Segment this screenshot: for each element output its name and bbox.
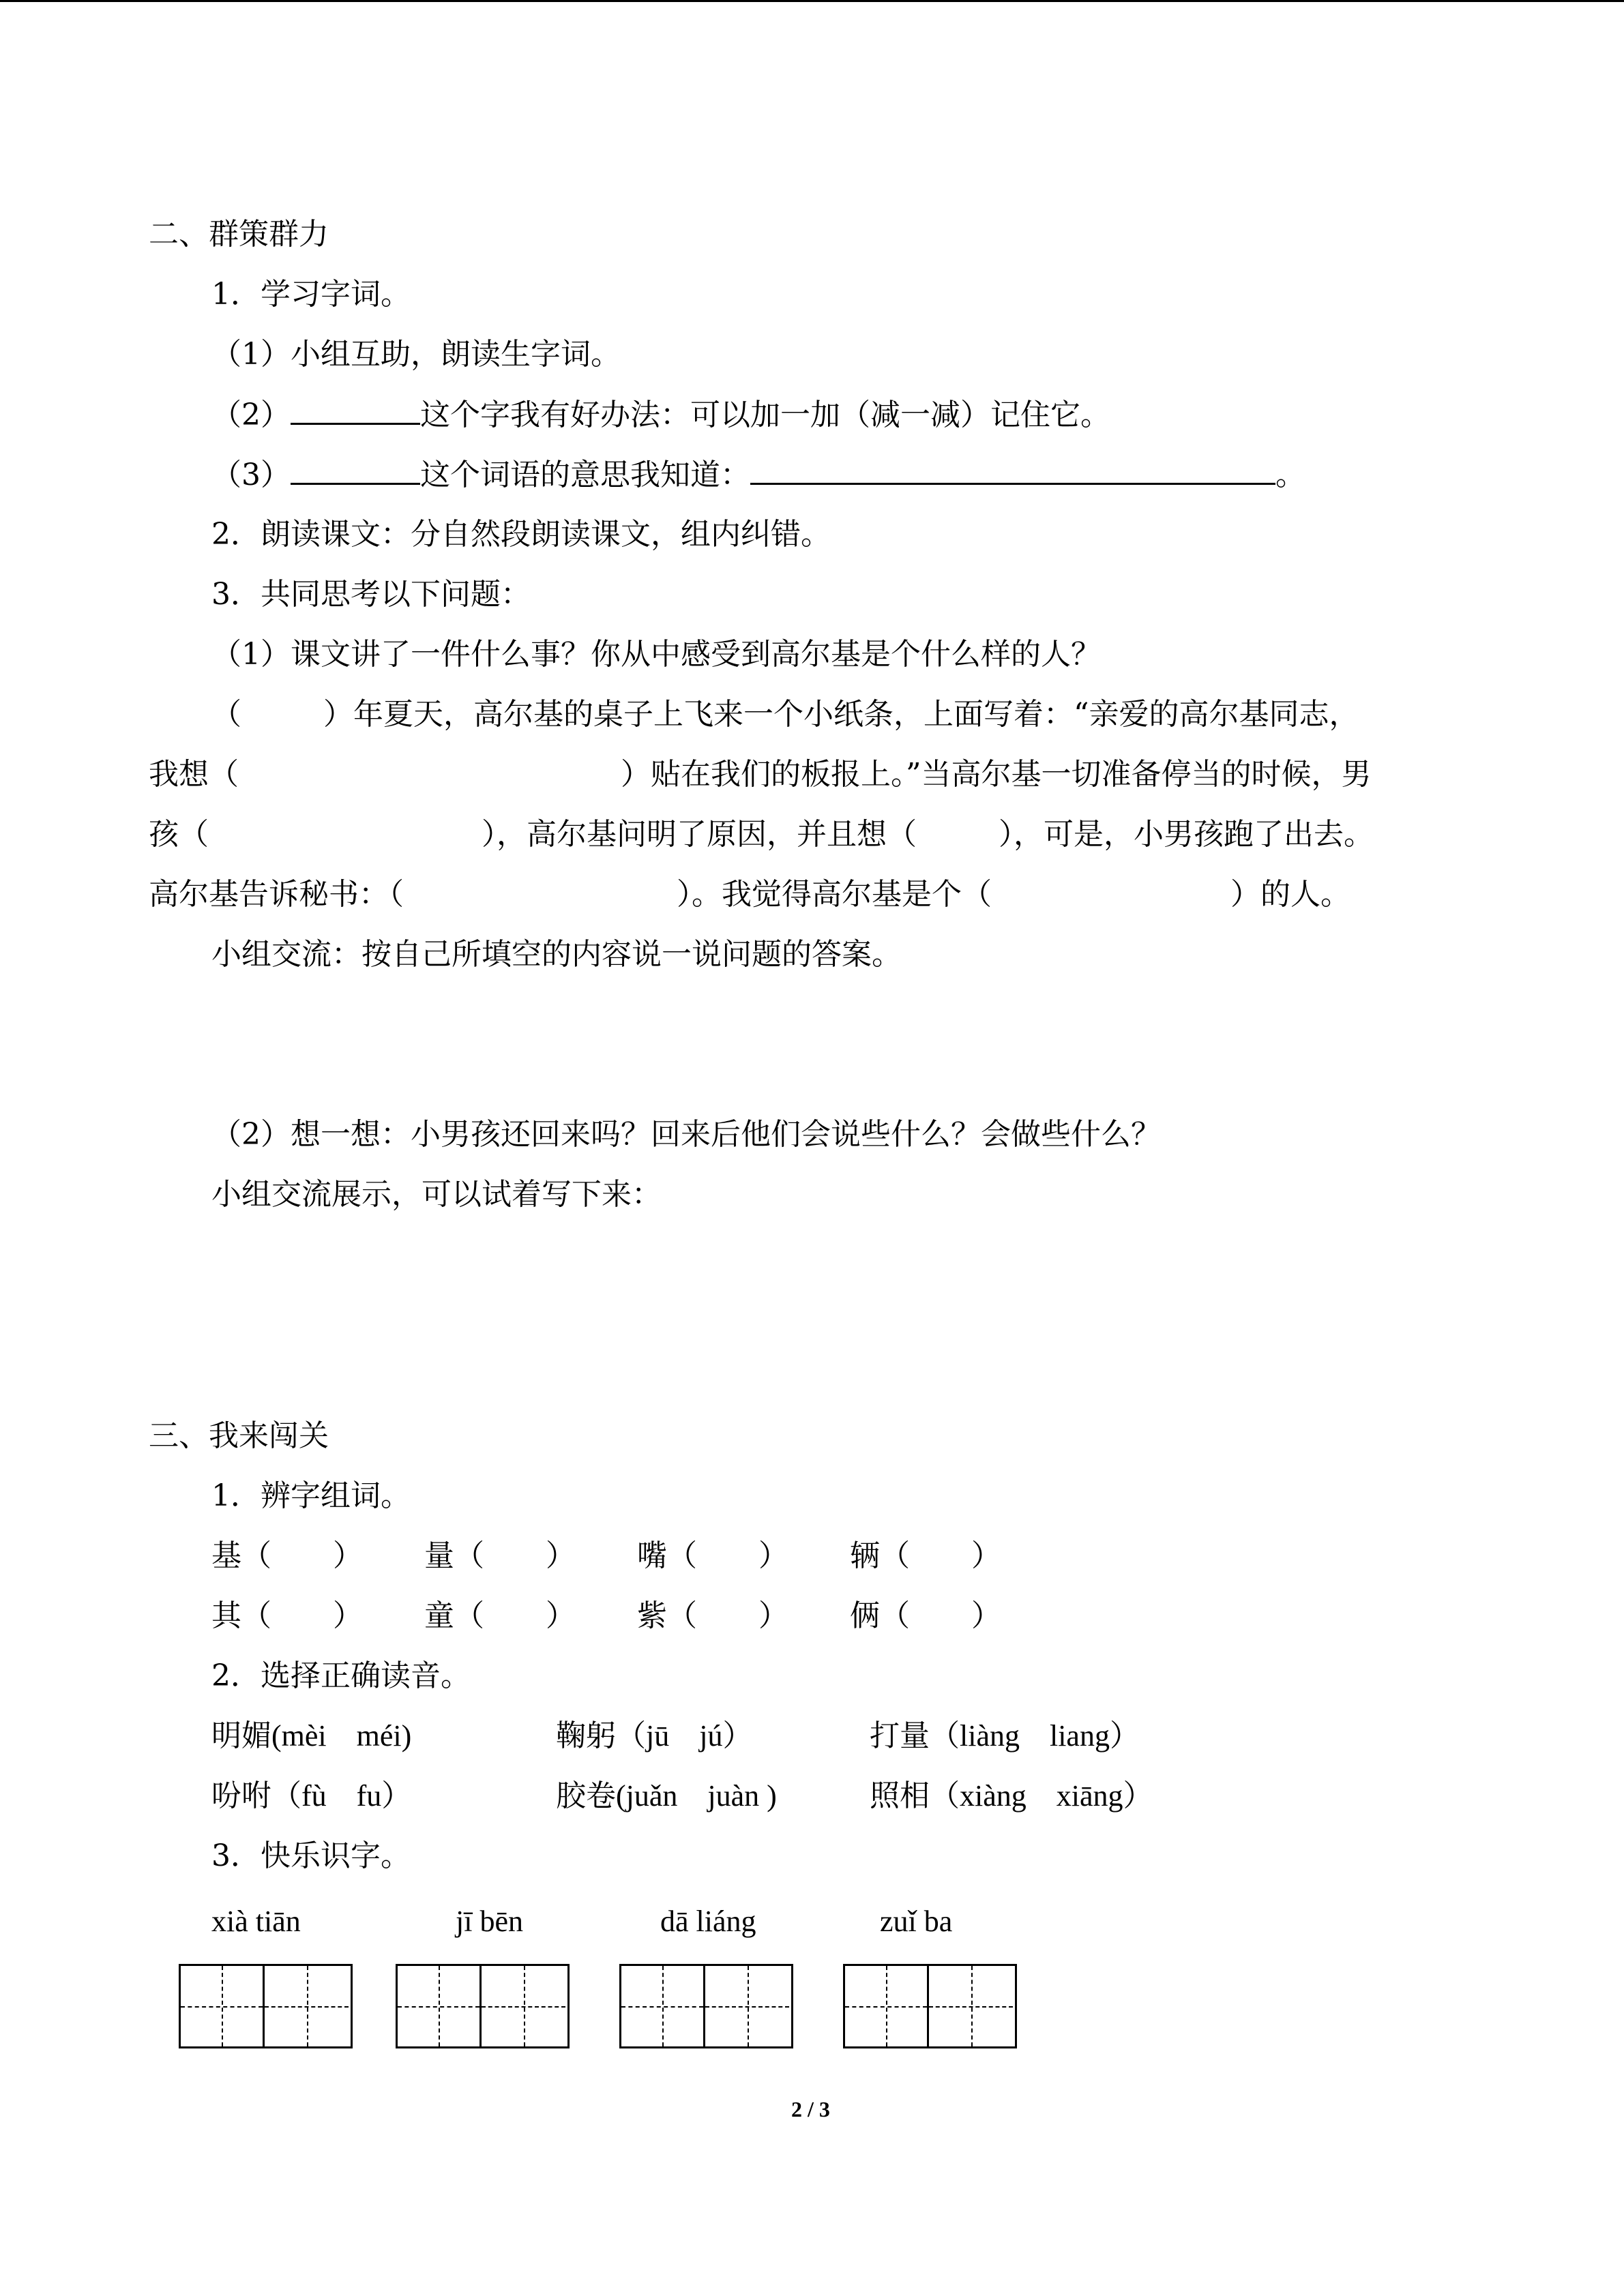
pron-1-1: 明媚(mèi méi)	[211, 1719, 412, 1753]
pron-1-2: 鞠躬（jū jú）	[556, 1719, 753, 1753]
word-row-2	[211, 1597, 1001, 1635]
section3-q2: 2．选择正确读音。	[211, 1658, 471, 1693]
q1-3-mid: 这个词语的意思我知道：	[420, 458, 750, 492]
pinyin-label: dā liáng	[660, 1905, 756, 1938]
section2-q1: 1．学习字词。	[211, 277, 411, 312]
paren-close: ）	[758, 1538, 788, 1573]
word-char: 基（	[211, 1538, 271, 1573]
section2-q1-2	[211, 396, 1110, 434]
pron-2-2: 胶卷(juǎn juàn )	[556, 1779, 777, 1813]
section3-q3: 3．快乐识字。	[211, 1838, 411, 1873]
grid-cell[interactable]	[705, 1966, 789, 2046]
paragraph-line-4	[149, 876, 1350, 914]
section2-q3: 3．共同思考以下问题：	[211, 577, 531, 612]
paren-close: ）	[333, 1598, 363, 1633]
exchange-2: 小组交流展示，可以试着写下来：	[211, 1177, 662, 1212]
section2-q1-3	[211, 456, 1305, 494]
q1-2-prefix: （2）	[211, 398, 291, 432]
paren-close: ）	[971, 1598, 1001, 1633]
grid-cell[interactable]	[181, 1966, 265, 2046]
grid-cell[interactable]	[929, 1966, 1013, 2046]
writing-grid[interactable]	[843, 1964, 1017, 2048]
q1-3-end: 。	[1275, 458, 1305, 492]
section3-title: 三、我来闯关	[149, 1418, 329, 1453]
grid-cell[interactable]	[621, 1966, 705, 2046]
p3a: 孩（	[149, 817, 209, 852]
paren-close: ）	[758, 1598, 788, 1633]
p3b: ），高尔基问明了原因，并且想（	[482, 817, 917, 852]
paren-close: ）	[546, 1598, 576, 1633]
p4a: 高尔基告诉秘书：（	[149, 877, 404, 912]
exchange-1: 小组交流：按自己所填空的内容说一说问题的答案。	[211, 937, 902, 972]
grid-cell[interactable]	[398, 1966, 482, 2046]
section2-q2: 2．朗读课文：分自然段朗读课文，组内纠错。	[211, 517, 831, 552]
word-char: 嘴（	[637, 1538, 697, 1573]
p4b: ）。我觉得高尔基是个（	[677, 877, 992, 912]
q1-2-suffix: 这个字我有好办法：可以加一加（减一减）记住它。	[420, 398, 1110, 432]
p2a: 我想（	[149, 757, 239, 792]
grid-cell[interactable]	[482, 1966, 565, 2046]
pinyin-label: xià tiān	[211, 1905, 301, 1938]
pron-2-3: 照相（xiàng xiāng）	[870, 1779, 1153, 1813]
meaning-blank[interactable]	[750, 456, 1275, 485]
word-char: 其（	[211, 1598, 271, 1633]
word-blank[interactable]	[291, 456, 420, 485]
paragraph-line-3	[149, 816, 1374, 854]
p4c: ）的人。	[1230, 877, 1350, 912]
writing-grid[interactable]	[396, 1964, 570, 2048]
paren-close: ）	[333, 1538, 363, 1573]
p2b: ）贴在我们的板报上。”当高尔基一切准备停当的时候，男	[621, 757, 1372, 792]
pinyin-label: jī bēn	[456, 1905, 523, 1938]
section3-q1: 1．辨字组词。	[211, 1478, 411, 1513]
p1a: （	[211, 697, 241, 732]
page-number: 2 / 3	[791, 2097, 830, 2121]
pinyin-label: zuǐ ba	[880, 1905, 953, 1938]
word-row-1	[211, 1537, 1001, 1575]
grid-cell[interactable]	[845, 1966, 929, 2046]
pron-2-1: 吩咐（fù fu）	[211, 1779, 412, 1813]
word-char: 俩（	[850, 1598, 910, 1633]
section2-q3-1: （1）课文讲了一件什么事？你从中感受到高尔基是个什么样的人？	[211, 637, 1101, 672]
writing-grid[interactable]	[179, 1964, 353, 2048]
paren-close: ）	[546, 1538, 576, 1573]
char-blank[interactable]	[291, 396, 420, 425]
word-char: 辆（	[850, 1538, 910, 1573]
paragraph-line-1	[211, 696, 1359, 734]
word-char: 童（	[424, 1598, 484, 1633]
paren-close: ）	[971, 1538, 1001, 1573]
section2-title: 二、群策群力	[149, 217, 329, 252]
section2-q1-1: （1）小组互助，朗读生字词。	[211, 337, 621, 372]
pron-1-3: 打量（liàng liang）	[870, 1719, 1140, 1753]
p3c: ），可是，小男孩跑了出去。	[999, 817, 1374, 852]
grid-cell[interactable]	[265, 1966, 349, 2046]
p1b: ）年夏天，高尔基的桌子上飞来一个小纸条，上面写着：“亲爱的高尔基同志，	[323, 697, 1359, 732]
section2-q3-2: （2）想一想：小男孩还回来吗？回来后他们会说些什么？会做些什么？	[211, 1117, 1161, 1152]
paragraph-line-2	[149, 756, 1372, 794]
writing-grid[interactable]	[619, 1964, 793, 2048]
q1-3-prefix: （3）	[211, 458, 291, 492]
word-char: 紫（	[637, 1598, 697, 1633]
word-char: 量（	[424, 1538, 484, 1573]
top-border	[0, 0, 1624, 2]
